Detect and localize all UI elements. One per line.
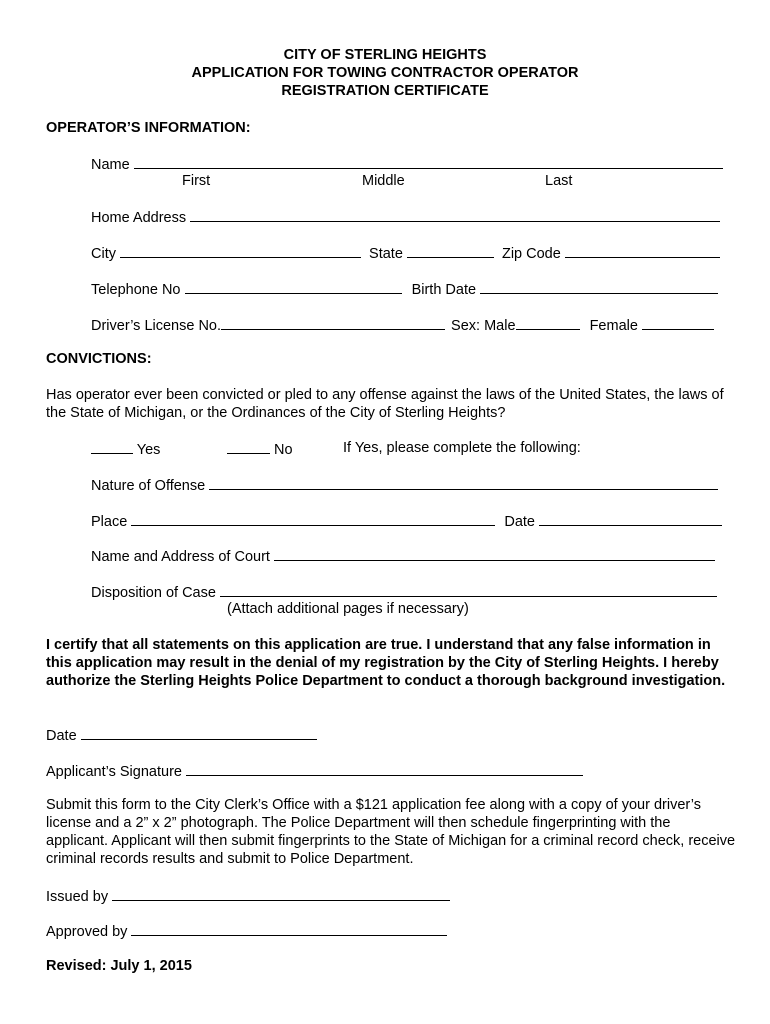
approved-by-field[interactable] (131, 921, 447, 936)
offense-date-label: Date (504, 514, 535, 530)
revised-date: Revised: July 1, 2015 (46, 958, 192, 974)
approved-by-label: Approved by (46, 924, 128, 940)
yes-label: Yes (136, 442, 161, 458)
title-city: CITY OF STERLING HEIGHTS (283, 47, 487, 63)
convictions-question: Has operator ever been convicted or pled to any offense against the laws of the United States, the laws of the State of Michigan, or the Ordinances of the City of Sterling Heights? (46, 387, 724, 421)
name-label: Name (91, 157, 130, 173)
city-field[interactable] (120, 243, 361, 258)
place-label: Place (91, 514, 128, 530)
sex-male-label: Sex: Male (451, 318, 516, 334)
state-field[interactable] (407, 243, 494, 258)
convictions-heading: CONVICTIONS: (46, 351, 152, 367)
if-yes-text: If Yes, please complete the following: (343, 440, 581, 456)
male-field[interactable] (516, 315, 580, 330)
birth-date-label: Birth Date (411, 282, 477, 298)
operator-heading: OPERATOR’S INFORMATION: (46, 120, 251, 136)
court-field[interactable] (274, 546, 715, 561)
certify-statement: I certify that all statements on this application are true. I understand that any false information in this application may result in the denial of my registration by the City of Sterling Heights. I hereby authorize the Sterling Heights Police Department to conduct a thorough background investigation. (46, 637, 726, 689)
no-field[interactable] (227, 439, 270, 454)
disposition-row (91, 582, 717, 602)
middle-caption: Middle (362, 173, 405, 189)
state-label: State (369, 246, 403, 262)
female-label: Female (589, 318, 638, 334)
applicant-signature-label: Applicant’s Signature (46, 764, 182, 780)
title-certificate: REGISTRATION CERTIFICATE (281, 83, 489, 99)
license-field[interactable] (221, 315, 445, 330)
issued-by-label: Issued by (46, 889, 109, 905)
zip-label: Zip Code (501, 246, 561, 262)
submit-instructions: Submit this form to the City Clerk’s Office with a $121 application fee along with a copy of your driver’s license and a 2” x 2” photograph. The Police Department will then schedule fingerprinting with the applicant. Applicant will then submit fingerprints to the State of Michigan for a criminal record check, receive criminal records results and submit to Police Department. (46, 797, 736, 867)
issued-by-field[interactable] (112, 886, 450, 901)
license-label: Driver’s License No. (91, 318, 222, 334)
title-application: APPLICATION FOR TOWING CONTRACTOR OPERATOR (191, 65, 579, 81)
applicant-signature-row (46, 761, 583, 781)
applicant-signature-field[interactable] (186, 761, 583, 776)
court-row (91, 546, 715, 566)
female-field[interactable] (642, 315, 714, 330)
telephone-label: Telephone No (91, 282, 181, 298)
issued-by-row (46, 886, 450, 906)
nature-field[interactable] (209, 475, 718, 490)
sign-date-label: Date (46, 728, 77, 744)
offense-date-field[interactable] (539, 511, 722, 526)
court-label: Name and Address of Court (91, 549, 270, 565)
license-row (91, 315, 714, 335)
home-address-label: Home Address (91, 210, 187, 226)
city-row (91, 243, 720, 263)
sign-date-row (46, 725, 317, 745)
no-label: No (274, 442, 293, 458)
no-group (227, 439, 293, 459)
name-row (91, 154, 723, 174)
yes-no-row (91, 439, 160, 459)
telephone-field[interactable] (185, 279, 402, 294)
city-label: City (91, 246, 116, 262)
attach-note: (Attach additional pages if necessary) (227, 601, 469, 617)
home-address-row (91, 207, 720, 227)
name-field[interactable] (134, 154, 723, 169)
telephone-row (91, 279, 718, 299)
nature-row (91, 475, 718, 495)
first-caption: First (182, 173, 211, 189)
zip-field[interactable] (565, 243, 720, 258)
yes-field[interactable] (91, 439, 133, 454)
disposition-field[interactable] (220, 582, 717, 597)
disposition-label: Disposition of Case (91, 585, 216, 601)
place-field[interactable] (131, 511, 495, 526)
nature-label: Nature of Offense (91, 478, 206, 494)
home-address-field[interactable] (190, 207, 720, 222)
last-caption: Last (545, 173, 573, 189)
approved-by-row (46, 921, 447, 941)
place-row (91, 511, 722, 531)
sign-date-field[interactable] (81, 725, 317, 740)
birth-date-field[interactable] (480, 279, 718, 294)
